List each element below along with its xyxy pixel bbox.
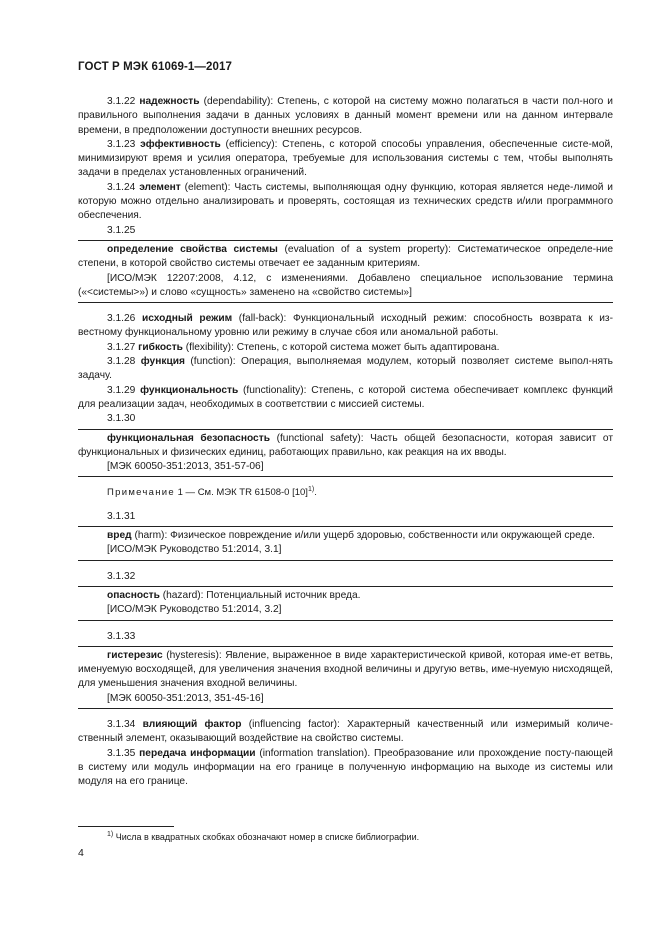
definition: (fall-back): Функциональный исходный режим: способность возврата к из-вестному функциональному уровню или режиму в случае сбоя или аномальной работы. [78, 313, 614, 339]
term: исходный режим [141, 313, 233, 325]
entry-number: 3.1.35 [107, 747, 136, 759]
definition: (flexibility): Степень, с которой система может быть адаптирована. [182, 341, 500, 353]
entry-3-1-26 [78, 312, 613, 341]
footnote-text: Числа в квадратных скобках обозначают номер в списке библиографии. [113, 832, 420, 842]
definition: (influencing factor): Характерный качественный или измеримый количе-ственный элемент, оказывающий воздействие на свойство системы. [78, 718, 613, 745]
definition: (dependability): Степень, с которой на систему можно полагаться в части пол-ного и правильного выполнения задачи в данных условиях в данный момент времени или на данном интервале времени, в предположении доступности внешних ресурсов. [78, 96, 613, 136]
term: элемент [139, 181, 181, 193]
definition: (evaluation of a system property): Систематическое определе-ние степени, в которой свойство системы отвечает ее заданным критериям. [78, 243, 613, 270]
term: эффективность [140, 138, 221, 150]
note [78, 486, 613, 500]
footnote [107, 830, 419, 844]
entry-number: 3.1.27 [107, 341, 136, 353]
source-reference: [ИСО/МЭК Руководство 51:2014, 3.1] [107, 544, 282, 556]
note-label: Примечание [107, 487, 175, 499]
entry-3-1-34 [78, 718, 613, 747]
term: функциональная безопасность [107, 432, 270, 444]
definition: (functionality): Степень, с которой система обеспечивает комплекс функций для реализации задач, необходимых в соответствии с миссией системы. [78, 384, 613, 410]
term: гибкость [138, 341, 183, 353]
document-header: ГОСТ Р МЭК 61069-1—2017 [78, 61, 232, 73]
term-box-3-1-31 [78, 526, 613, 561]
entry-number: 3.1.28 [107, 356, 136, 368]
term: вред [107, 530, 132, 542]
entry-3-1-27 [78, 341, 613, 355]
source-reference: [ИСО/МЭК 12207:2008, 4.12, с изменениями. Добавлено специальное использование термина («<системы>») и слово «сущность» заменено на «свойство системы»] [78, 272, 613, 298]
entry-number: 3.1.24 [107, 181, 136, 193]
definition: (efficiency): Степень, с которой способы управления, обеспеченные систе-мой, минимизируют время и усилия оператора, требуемые для использования системы с тем, чтобы выполнять задачи в пределах установленных ограничений. [78, 138, 613, 179]
entry-number: 3.1.26 [107, 313, 136, 325]
term: влияющий фактор [142, 718, 242, 730]
source-reference: [МЭК 60050-351:2013, 351-45-16] [107, 692, 264, 704]
definition: (hysteresis): Явление, выраженное в виде характеристической кривой, которая име-ет ветвь, именуемую восходящей, для увеличения значения входной величины и другую ветвь, име-нуемую нисходящей, для уменьшения значения входной величины. [78, 649, 613, 690]
entry-number-3-1-25: 3.1.25 [107, 224, 136, 236]
term: опасность [107, 589, 160, 601]
term-box-3-1-32 [78, 586, 613, 621]
term-box-3-1-30 [78, 429, 613, 478]
term: функция [140, 356, 185, 368]
page-number: 4 [78, 847, 84, 859]
entry-3-1-29 [78, 384, 613, 413]
entry-3-1-22 [78, 95, 613, 138]
definition: (information translation). Преобразование или прохождение посту-пающей в систему или модуль информации на его границе в полученную информацию на выходе из системы или модуля на его границе. [78, 747, 613, 788]
entry-number-3-1-30: 3.1.30 [107, 413, 136, 425]
entry-3-1-28 [78, 355, 613, 384]
source-reference: [ИСО/МЭК Руководство 51:2014, 3.2] [107, 604, 282, 616]
entry-3-1-24 [78, 181, 613, 224]
footnote-ref: 1) [307, 486, 315, 494]
footnote-marker: 1) [107, 831, 114, 838]
note-end: . [314, 487, 317, 499]
term: передача информации [139, 747, 256, 759]
footnote-separator [78, 826, 174, 827]
document-body [78, 95, 613, 789]
entry-number: 3.1.34 [107, 718, 136, 730]
term-box-3-1-33 [78, 646, 613, 709]
entry-number-3-1-31: 3.1.31 [107, 510, 136, 522]
entry-number: 3.1.22 [107, 96, 136, 107]
term: определение свойства системы [107, 243, 278, 255]
entry-3-1-35 [78, 747, 613, 790]
term: функциональность [140, 384, 239, 396]
term: надежность [139, 96, 200, 107]
definition: (hazard): Потенциальный источник вреда. [159, 589, 361, 601]
term-box-3-1-25 [78, 240, 613, 303]
source-reference: [МЭК 60050-351:2013, 351-57-06] [107, 461, 264, 473]
entry-number: 3.1.23 [107, 138, 136, 150]
entry-number-3-1-33: 3.1.33 [107, 630, 136, 642]
definition: (harm): Физическое повреждение и/или ущерб здоровью, собственности или окружающей среде. [131, 530, 595, 542]
entry-3-1-23 [78, 138, 613, 181]
term: гистерезис [107, 649, 163, 661]
entry-number-3-1-32: 3.1.32 [107, 570, 136, 582]
entry-number: 3.1.29 [107, 384, 136, 396]
definition: (functional safety): Часть общей безопасности, которая зависит от функциональных и физических единиц, работающих правильно, как реакция на их вводы. [78, 432, 613, 458]
note-text: 1 — См. МЭК TR 61508-0 [10] [175, 487, 308, 499]
definition: (function): Операция, выполняемая модулем, который позволяет системе выпол-нять задачу. [78, 356, 613, 382]
definition: (element): Часть системы, выполняющая одну функцию, которая является неде-лимой и которую можно отдельно анализировать и проверять, состоящая из технических средств и/или программного обеспечения. [78, 181, 613, 222]
